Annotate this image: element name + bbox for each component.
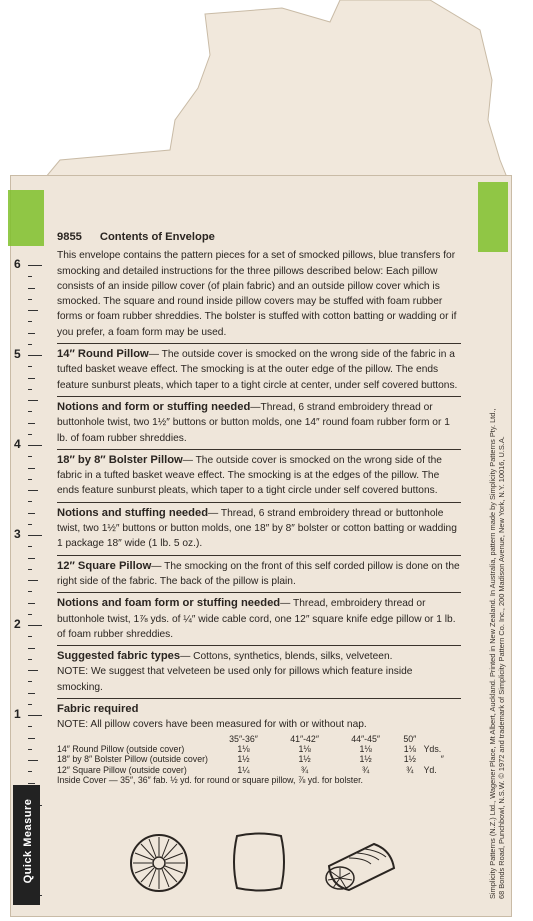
ruler-tick xyxy=(28,513,35,514)
cell: 1½ xyxy=(237,754,250,765)
ruler-tick xyxy=(28,783,35,784)
ruler-tick xyxy=(28,423,35,424)
notions-bolster-section xyxy=(57,502,461,552)
inside-cover-note: Inside Cover — 35″, 36″ fab. ½ yd. for round or square pillow, ⅞ yd. for bolster. xyxy=(57,775,363,786)
ruler-tick xyxy=(28,479,32,480)
ruler-tick xyxy=(28,704,32,705)
unit: ″ xyxy=(440,754,444,765)
ruler-tick xyxy=(28,468,35,469)
ruler-tick xyxy=(28,456,32,457)
ruler-number: 4 xyxy=(14,437,21,451)
row-label: 18″ by 8″ Bolster Pillow (outside cover) xyxy=(57,754,208,765)
cell: 1⅛ xyxy=(237,744,250,755)
ruler-tick xyxy=(28,411,32,412)
table-row xyxy=(57,754,461,764)
cell: ¾ xyxy=(361,764,370,775)
ruler-tick xyxy=(28,366,32,367)
ruler-tick xyxy=(28,355,42,356)
ruler-tick xyxy=(28,445,42,446)
ruler-tick xyxy=(28,726,32,727)
ruler-tick xyxy=(28,749,32,750)
copyright-side-text xyxy=(478,408,508,910)
bolster-heading: 18″ by 8″ Bolster Pillow xyxy=(57,453,183,466)
notions1-heading: Notions and form or stuffing needed xyxy=(57,400,251,413)
fabrics-heading: Suggested fabric types xyxy=(57,650,181,663)
header xyxy=(57,230,461,245)
cell: 1½ xyxy=(403,754,416,765)
cell: ¾ xyxy=(300,764,309,775)
ruler-number: 2 xyxy=(14,617,21,631)
fabrics-note: NOTE: We suggest that velveteen be used only for pillows which feature inside smocking. xyxy=(57,666,413,693)
ruler-number: 1 xyxy=(14,707,21,721)
cell: 1½ xyxy=(359,754,372,765)
intro-paragraph: This envelope contains the pattern pieces for a set of smocked pillows, blue transfers for smocking and detailed instructions for the three pillows described below: Each pillow consists of an inside pillow cover (of plain fabric) and an outside pillow cover which is smocked. The square and round inside pillow covers may be stuffed with foam rubber forms or foam rubber shreddies. The bolster is stuffed with cotton batting or wadding or if you prefer, a foam form may be used. xyxy=(57,250,457,338)
square-text: — The smocking on the front of this self corded pillow is done on the right side of the fabric. The back of the pillow is plain. xyxy=(57,560,460,587)
page-title: Contents of Envelope xyxy=(99,231,215,243)
tape-left xyxy=(8,190,44,246)
bolster-text: — The outside cover is smocked on the wrong side of the fabric in a tufted basket weave effect. The smocking is at the edges of the pillow. The ends feature sunburst pleats, which taper to a tight circle under self covered buttons. xyxy=(57,454,442,497)
round-text: — The outside cover is smocked on the wrong side of the fabric in a tufted basket weave effect. The smocking is at the outer edge of the pillow. The ends feature sunburst pleats, which taper to a tight circle at center, under self covered buttons. xyxy=(57,349,458,391)
table-row xyxy=(57,744,461,754)
ruler-tick xyxy=(28,546,32,547)
side-line-1: Simplicity Patterns (N.Z.) Ltd., Wagener Place, Mt Albert, Auckland. Printed in New Zealand. In Australia, pattern made by Simplicity Patterns Pty. Ltd., xyxy=(488,408,497,899)
square-pillow-section xyxy=(57,555,461,590)
round-heading: 14″ Round Pillow xyxy=(57,348,149,361)
notions2-text: — Thread, 6 strand embroidery thread or buttonhole twist, two 1½″ buttons or button molds, one 18″ by 8″ bolster or cotton batting or wadding 1 package 18″ wide (1 lb. 5 oz.). xyxy=(57,507,457,550)
ruler-tick xyxy=(28,265,42,266)
required-heading: Fabric required xyxy=(57,703,139,716)
fabrics-text: — Cottons, synthetics, blends, silks, velveteen. xyxy=(180,651,393,663)
ruler-tick xyxy=(28,625,42,626)
notions1-text: —Thread, 6 strand embroidery thread or buttonhole twist, two 1½″ buttons or button molds, one 14″ round foam rubber form or 1 lb. of foam rubber shreddies. xyxy=(57,401,450,444)
ruler-tick xyxy=(28,434,32,435)
ruler-tick xyxy=(28,715,42,716)
col-header: 35″-36″ xyxy=(229,733,258,744)
ruler-tick xyxy=(28,389,32,390)
tape-right xyxy=(478,182,508,252)
row-label: 12″ Square Pillow (outside cover) xyxy=(57,764,187,775)
ruler-tick xyxy=(28,524,32,525)
ruler-tick xyxy=(28,659,32,660)
ruler-tick xyxy=(28,648,35,649)
table-row xyxy=(57,765,461,775)
notions-square-section xyxy=(57,592,461,642)
fabric-types-section xyxy=(57,645,461,695)
pillow-illustrations xyxy=(119,830,419,895)
side-line-2: 68 Bonds Road, Punchbowl, N.S.W. © 1972 and trademark of Simplicity Pattern Co. Inc., 200 Madison Avenue, New York, N.Y. 10016, U.S.A. xyxy=(497,436,506,899)
ruler-tick xyxy=(28,681,32,682)
ruler-number: 5 xyxy=(14,347,21,361)
ruler-tick xyxy=(28,299,32,300)
ruler-tick xyxy=(28,400,38,401)
notions2-heading: Notions and stuffing needed xyxy=(57,506,209,519)
notions3-heading: Notions and foam form or stuffing needed xyxy=(57,597,281,610)
ruler-tick xyxy=(28,501,32,502)
ruler-tick xyxy=(28,670,38,671)
ruler-tick xyxy=(28,321,32,322)
ruler-tick xyxy=(28,344,32,345)
square-heading: 12″ Square Pillow xyxy=(57,559,152,572)
ruler-number: 6 xyxy=(14,257,21,271)
ruler-tick xyxy=(28,614,32,615)
ruler-tick xyxy=(28,276,32,277)
ruler-tick xyxy=(28,693,35,694)
round-pillow-icon xyxy=(131,835,187,891)
cell: ¾ xyxy=(406,764,414,775)
ruler-tick xyxy=(28,378,35,379)
ruler-tick xyxy=(28,760,38,761)
ruler-tick xyxy=(28,603,35,604)
ruler-tick xyxy=(28,569,32,570)
bolster-pillow-section xyxy=(57,449,461,499)
cell: 1⅛ xyxy=(359,744,372,755)
ruler-tick xyxy=(28,490,38,491)
ruler-tick xyxy=(28,310,38,311)
ruler-tick xyxy=(28,636,32,637)
cell: 1½ xyxy=(298,754,311,765)
ruler-tick xyxy=(28,580,38,581)
required-note: NOTE: All pillow covers have been measured for with or without nap. xyxy=(57,719,367,731)
ruler-tick xyxy=(28,288,35,289)
notions-round-section xyxy=(57,396,461,446)
square-pillow-icon xyxy=(234,834,284,891)
col-header: 44″-45″ xyxy=(351,733,380,744)
col-header: 50″ xyxy=(403,733,417,744)
ruler-tick xyxy=(28,591,32,592)
fabric-table xyxy=(57,734,461,776)
contents-text xyxy=(57,230,461,786)
quick-measure-label: Quick Measure xyxy=(13,785,40,905)
row-label: 14″ Round Pillow (outside cover) xyxy=(57,744,185,755)
ruler-tick xyxy=(28,738,35,739)
ruler-tick xyxy=(28,558,35,559)
ruler-tick xyxy=(28,771,32,772)
cell: 1⅛ xyxy=(403,744,416,755)
ruler-tick xyxy=(28,333,35,334)
table-header xyxy=(57,734,461,744)
pattern-number: 9855 xyxy=(57,231,82,243)
notions3-text: — Thread, embroidery thread or buttonhole twist, 1⅞ yds. of ¼″ wide cable cord, one 12″ square knife edge pillow or 1 lb. of foam rubber shreddies. xyxy=(57,598,456,640)
cell: 1⅛ xyxy=(298,744,311,755)
ruler-tick xyxy=(28,535,42,536)
bolster-pillow-icon xyxy=(326,844,394,890)
cell: 1¼ xyxy=(237,764,250,775)
col-header: 41″-42″ xyxy=(290,733,319,744)
fabric-required-section xyxy=(57,698,461,786)
ruler-number: 3 xyxy=(14,527,21,541)
round-pillow-section xyxy=(57,343,461,393)
unit: Yd. xyxy=(423,764,437,775)
unit: Yds. xyxy=(423,744,442,755)
